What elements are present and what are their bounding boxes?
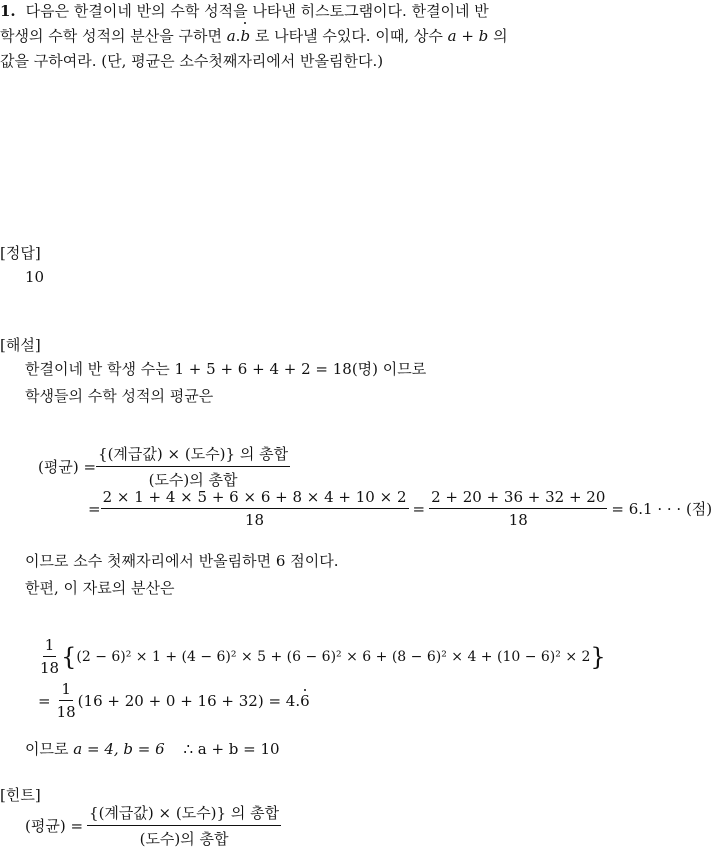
hint-fraction <box>87 802 281 849</box>
problem-line-3: 값을 구하여라. (단, 평균은 소수첫째자리에서 반올림한다.) <box>0 52 384 70</box>
mean-calculation <box>88 488 716 529</box>
problem-number: 1. <box>0 2 16 20</box>
problem-line-1 <box>0 0 489 22</box>
calc-result: = 6.1 · · · (점) <box>611 500 713 518</box>
math-dot: . <box>235 27 241 45</box>
conclusion-values: a = 4, b = 6 <box>73 740 165 758</box>
variance-coef-den: 18 <box>40 659 60 677</box>
answer-label: [정답] <box>0 244 41 262</box>
variance-sum: (16 + 20 + 0 + 16 + 32) = 4. <box>77 691 301 710</box>
solution-label: [해설] <box>0 336 41 354</box>
variance-result <box>38 680 310 721</box>
solution-text-1a: 한결이네 반 학생 수는 <box>25 360 170 378</box>
mean-formula <box>38 443 290 490</box>
hint-denominator: (도수)의 총합 <box>139 830 229 848</box>
problem-math-sum: a + b <box>447 27 489 45</box>
variance-coef-2 <box>55 680 78 721</box>
math-a: a <box>226 27 236 45</box>
problem-text-2a: 학생의 수학 성적의 분산을 구하면 <box>0 27 222 45</box>
solution-line-2: 학생들의 수학 성적의 평균은 <box>25 387 214 405</box>
calc-eq-1: = <box>88 499 101 518</box>
problem-math-ab <box>227 27 250 45</box>
variance-coef-num: 1 <box>43 636 57 657</box>
conclusion-therefore: ∴ a + b = 10 <box>183 740 280 758</box>
variance-coef <box>38 636 61 677</box>
left-brace: { <box>61 642 77 671</box>
calc-fraction-1 <box>101 488 409 529</box>
math-b: b <box>240 27 251 45</box>
calc-fraction-2 <box>429 488 607 529</box>
solution-line-1 <box>25 358 426 379</box>
variance-formula <box>38 636 606 677</box>
problem-text-1: 다음은 한결이네 반의 수학 성적을 나타낸 히스토그램이다. 한결이네 반 <box>25 2 489 20</box>
hint-label: [힌트] <box>0 786 41 804</box>
answer-value: 10 <box>25 268 45 286</box>
mean-denominator: (도수)의 총합 <box>148 471 238 489</box>
round-line: 이므로 소수 첫째자리에서 반올림하면 6 점이다. <box>25 552 339 570</box>
calc-eq-2: = <box>412 499 426 518</box>
variance-expr: (2 − 6)² × 1 + (4 − 6)² × 5 + (6 − 6)² × 6 + (8 − 6)² × 4 + (10 − 6)² × 2 <box>76 648 591 665</box>
variance-coef-den-2: 18 <box>56 703 76 721</box>
calc-denominator-1: 18 <box>244 511 265 529</box>
hint-formula <box>25 802 281 849</box>
conclusion-line <box>25 738 280 759</box>
problem-text-2c: 의 <box>493 27 508 45</box>
mean-lhs: (평균) = <box>38 458 97 476</box>
calc-denominator-2: 18 <box>508 511 528 529</box>
variance-repeat-digit: 6 <box>300 691 310 710</box>
solution-text-1b: (명) 이므로 <box>351 360 427 378</box>
variance-coef-num-2: 1 <box>59 680 73 701</box>
mean-fraction <box>96 443 290 490</box>
problem-line-2 <box>0 25 508 47</box>
calc-numerator-2: 2 + 20 + 36 + 32 + 20 <box>429 488 607 509</box>
problem-text-2b: 로 나타낼 수있다. 이때, 상수 <box>254 27 443 45</box>
hint-numerator: {(계급값) × (도수)} 의 총합 <box>87 802 281 826</box>
calc-numerator-1: 2 × 1 + 4 × 5 + 6 × 6 + 8 × 4 + 10 × 2 <box>101 488 409 509</box>
variance-eq: = <box>38 691 51 710</box>
mean-numerator: {(계급값) × (도수)} 의 총합 <box>96 443 290 467</box>
hint-lhs: (평균) = <box>25 817 84 835</box>
variance-intro: 한편, 이 자료의 분산은 <box>25 579 175 597</box>
conclusion-pre: 이므로 <box>25 740 69 758</box>
right-brace: } <box>590 642 606 671</box>
student-count-expr: 1 + 5 + 6 + 4 + 2 = 18 <box>174 360 352 378</box>
